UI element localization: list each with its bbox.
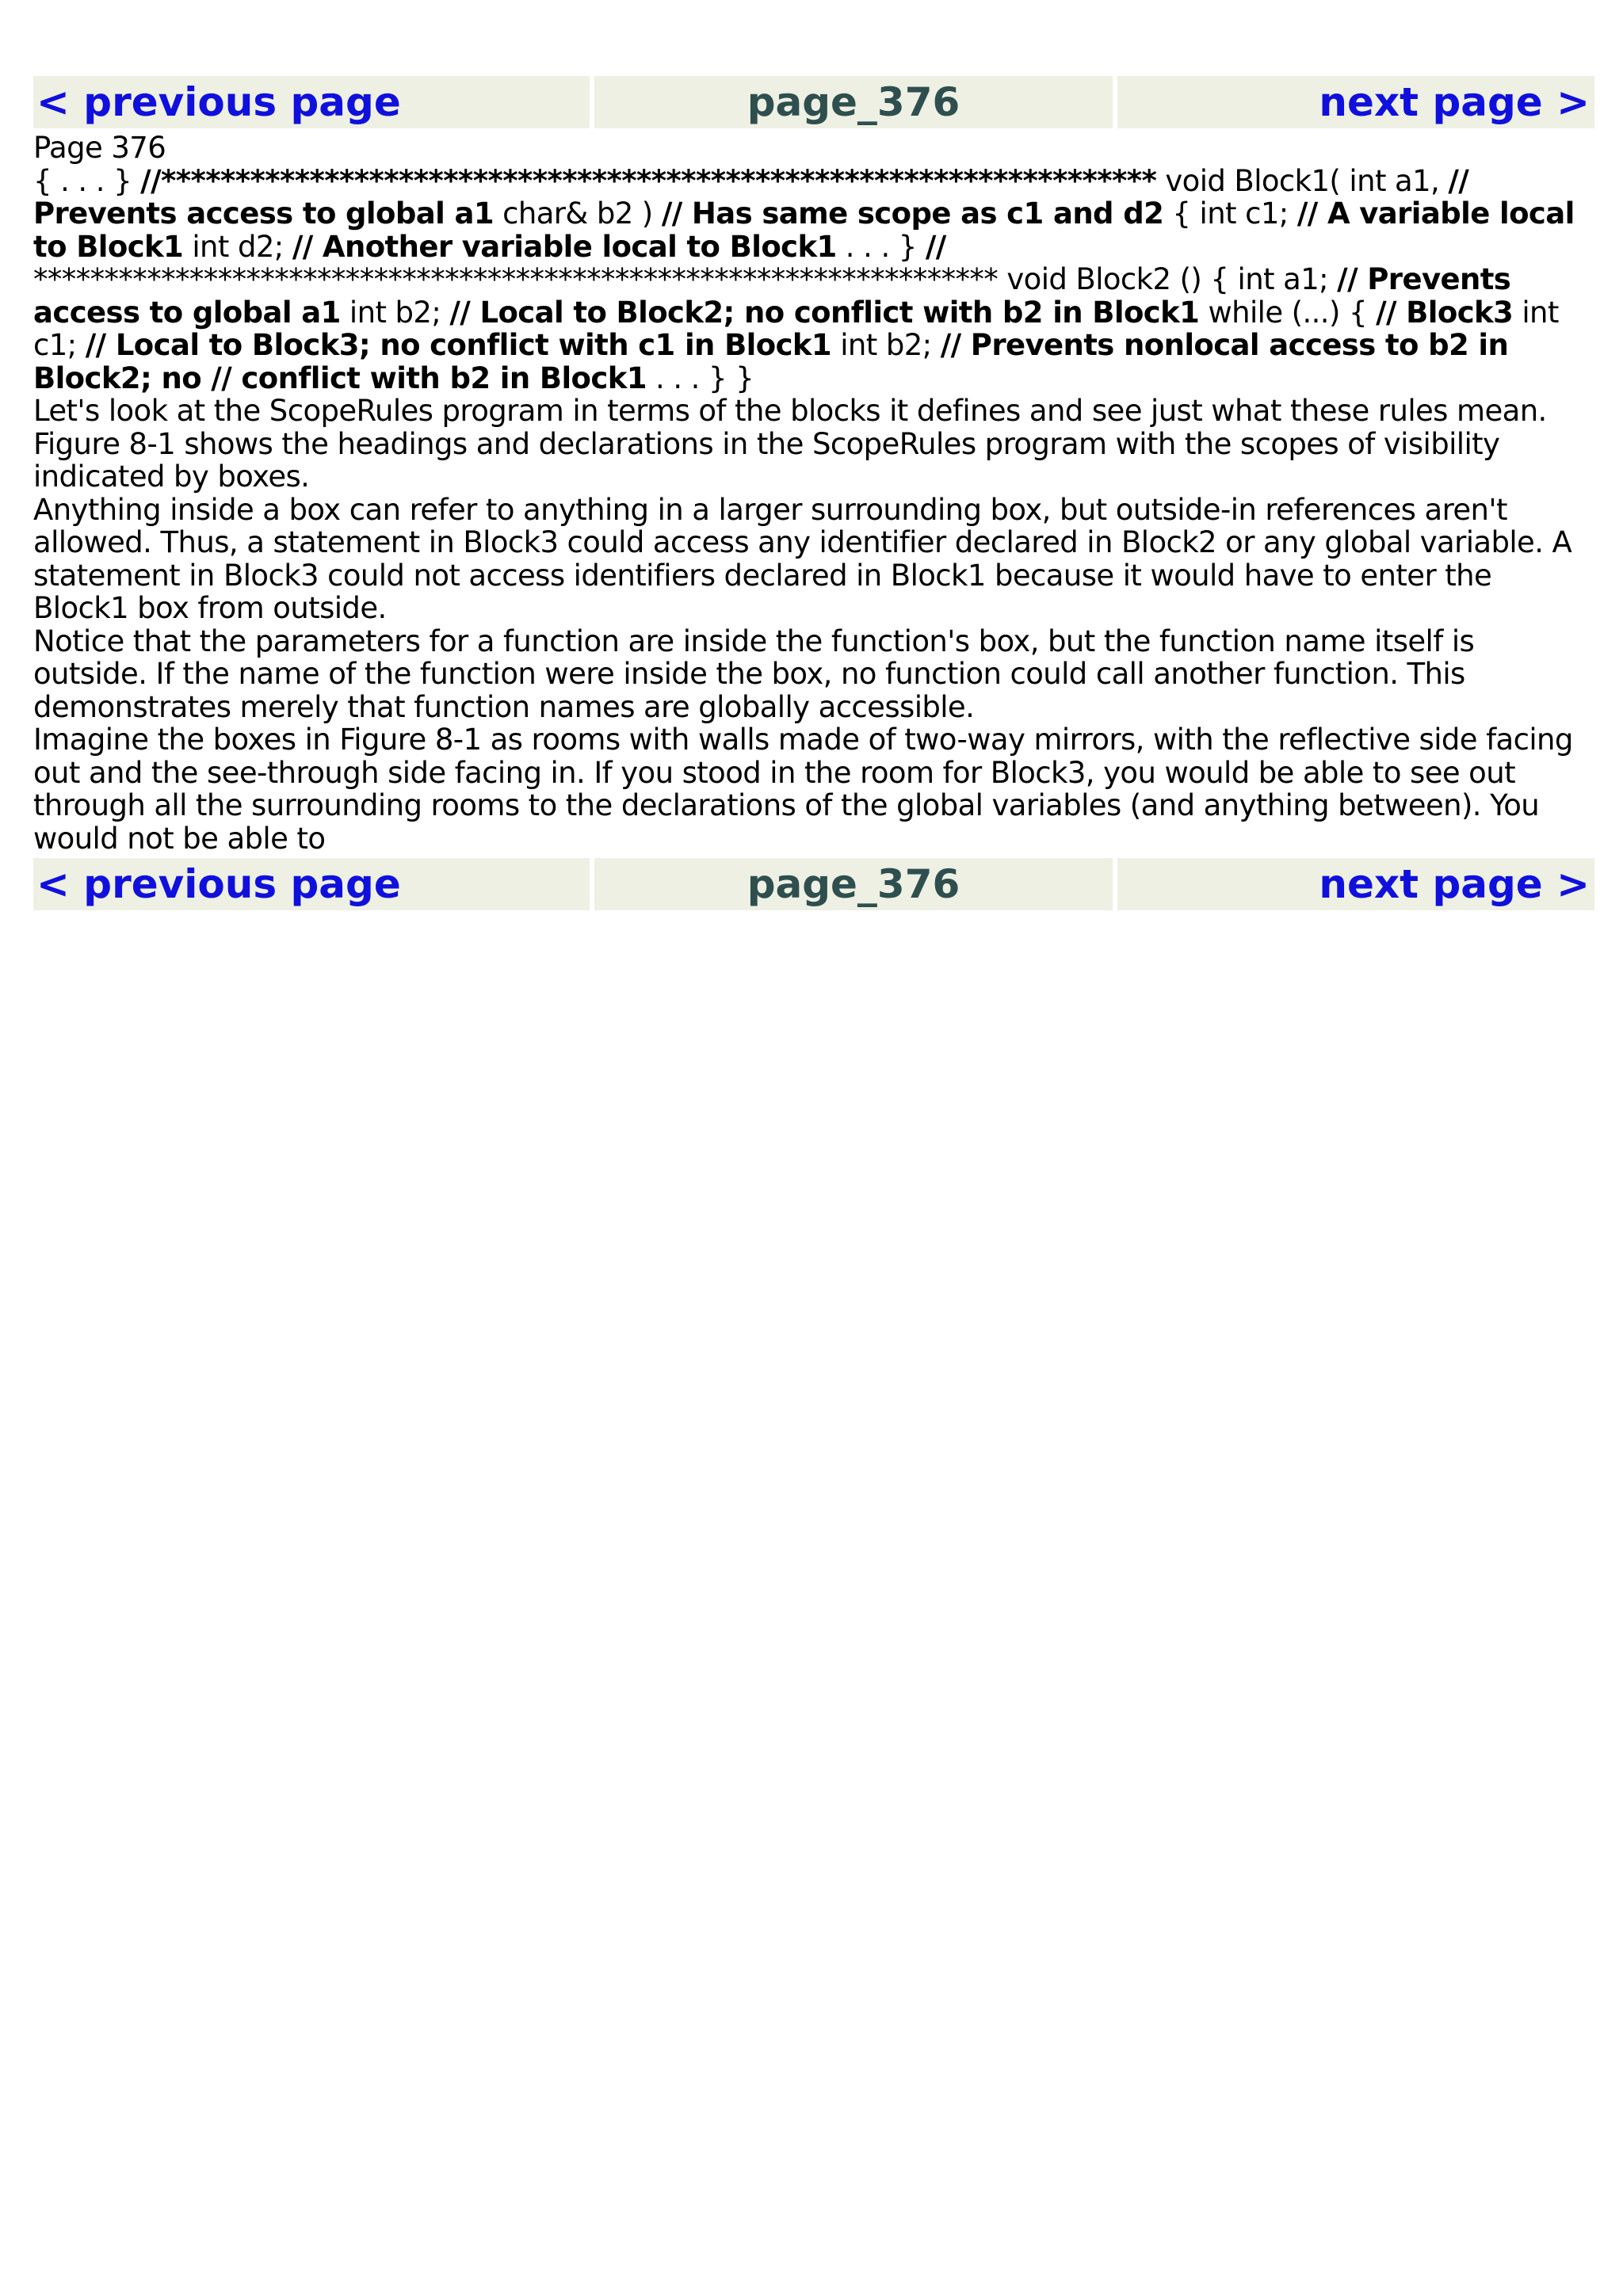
code-comment: // Local to Block2; no conflict with b2 in Block1 [449,295,1200,330]
bottom-page-id-cell [594,858,1113,910]
bottom-next-page-link[interactable]: next page > [1319,861,1590,907]
code-comment: //******************************************************************* [140,163,1157,198]
code-fragment: int c1; [33,295,1559,362]
code-fragment: ******************************************************************** void Block2 () { int a1; [33,262,1338,296]
top-nav-bar [33,76,1594,128]
code-comment: // [925,229,946,264]
page-heading: Page 376 [33,131,166,165]
bottom-prev-cell [33,858,590,910]
code-fragment: int b2; [831,328,941,362]
code-fragment: char& b2 ) [493,196,662,231]
code-fragment: { int c1; [1163,196,1297,231]
code-comment: // Prevents nonlocal access to b2 in Block2; no // conflict with b2 in Block1 [33,328,1509,395]
body-paragraph: Let's look at the ScopeRules program in terms of the blocks it defines and see just what these rules mean. Figure 8-1 shows the headings and declarations in the ScopeRules program with the scopes of visibility indicated by boxes. [33,394,1547,494]
bottom-page-id-label: page_376 [747,861,960,907]
code-fragment: while (...) { [1199,295,1377,330]
code-fragment: . . . } } [646,360,754,395]
top-page-id-cell [594,76,1113,128]
bottom-previous-page-link[interactable]: < previous page [36,861,401,907]
code-comment: // Local to Block3; no conflict with c1 in Block1 [85,328,832,362]
top-page-id-label: page_376 [747,79,960,125]
code-fragment: void Block1( int a1, [1156,163,1449,198]
bottom-nav-bar [33,858,1594,910]
page-content [33,128,1594,858]
code-fragment: { . . . } [33,163,141,198]
body-paragraph: Imagine the boxes in Figure 8-1 as rooms with walls made of two-way mirrors, with the reflective side facing out and the see-through side facing in. If you stood in the room for Block3, you would be able to see out through all the surrounding rooms to the declarations of the global variables (and anything between). You would not be able to [33,723,1573,856]
top-prev-cell [33,76,590,128]
code-comment: // Block3 [1376,295,1514,330]
code-fragment: int b2; [340,295,450,330]
body-paragraph: Anything inside a box can refer to anything in a larger surrounding box, but outside-in references aren't allowed. Thus, a statement in Block3 could access any identifier declared in Block2 or any global variable. A statement in Block3 could not access identifiers declared in Block1 because it would have to enter the Block1 box from outside. [33,492,1572,625]
top-next-page-link[interactable]: next page > [1319,79,1590,125]
code-comment: // Prevents access to global a1 [33,163,1469,231]
page [0,0,1623,910]
code-fragment: int d2; [183,229,292,264]
bottom-next-cell [1117,858,1594,910]
code-fragment: . . . } [836,229,926,264]
code-comment: // Another variable local to Block1 [292,229,837,264]
code-comment: // A variable local to Block1 [33,196,1575,264]
code-comment: // Prevents access to global a1 [33,262,1511,330]
body-paragraph: Notice that the parameters for a function are inside the function's box, but the function name itself is outside. If the name of the function were inside the box, no function could call another function. This demonstrates merely that function names are globally accessible. [33,624,1475,724]
top-previous-page-link[interactable]: < previous page [36,79,401,125]
top-next-cell [1117,76,1594,128]
code-comment: // Has same scope as c1 and d2 [661,196,1164,231]
code-listing [33,165,1594,395]
